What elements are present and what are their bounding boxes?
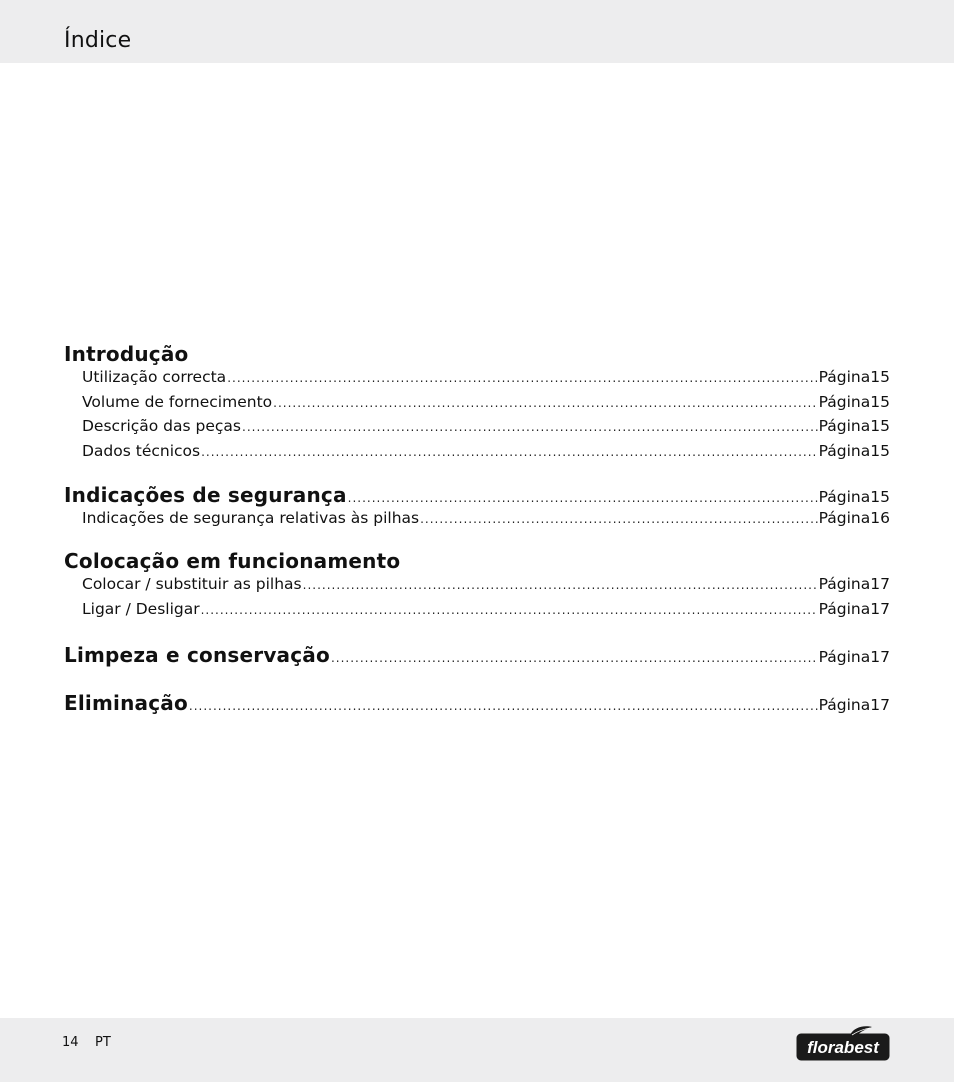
toc-section-heading[interactable]: [64, 643, 890, 669]
section-title: Indicações de segurança: [64, 482, 347, 507]
table-of-contents: [64, 342, 890, 717]
dot-leader: [201, 445, 818, 459]
page-number: 15: [870, 392, 890, 411]
toc-section-limpeza: [64, 643, 890, 669]
page-label: Página: [818, 392, 871, 411]
header-band: [0, 0, 954, 63]
toc-section-seguranca: [64, 483, 890, 534]
entry-label: Volume de fornecimento: [82, 392, 273, 411]
page-number: 15: [870, 442, 890, 461]
page-label: Página: [818, 647, 871, 666]
page-label: Página: [818, 508, 871, 527]
page-title: Índice: [64, 28, 132, 53]
footer-language: PT: [95, 1035, 111, 1050]
section-title: Limpeza e conservação: [64, 642, 330, 667]
logo-text: florabest: [807, 1038, 879, 1057]
page-number: 17: [870, 600, 890, 619]
brand-logo-svg: [796, 1024, 890, 1062]
toc-section-heading[interactable]: [64, 549, 890, 575]
page-number: 16: [870, 508, 890, 527]
toc-entry[interactable]: [64, 368, 890, 393]
page-number: 15: [870, 487, 890, 506]
toc-section-heading[interactable]: [64, 691, 890, 717]
toc-section-heading[interactable]: [64, 342, 890, 368]
page-label: Página: [818, 600, 871, 619]
section-title: Colocação em funcionamento: [64, 549, 401, 574]
page-label: Página: [818, 575, 871, 594]
toc-entries: [64, 509, 890, 534]
dot-leader: [303, 578, 818, 592]
entry-label: Ligar / Desligar: [82, 600, 200, 619]
toc-entry[interactable]: [64, 575, 890, 600]
page-label: Página: [818, 368, 871, 386]
toc-section-heading[interactable]: [64, 483, 890, 509]
page-number: 15: [870, 417, 890, 436]
dot-leader: [273, 396, 818, 410]
page-label: Página: [818, 417, 871, 436]
dot-leader: [348, 491, 818, 505]
brand-logo: [796, 1024, 890, 1062]
toc-entry[interactable]: [64, 509, 890, 534]
toc-entry[interactable]: [64, 393, 890, 418]
page-label: Página: [818, 695, 871, 714]
page-label: Página: [818, 487, 871, 506]
page-number: 15: [870, 368, 890, 386]
entry-label: Utilização correcta: [82, 368, 227, 386]
entry-label: Colocar / substituir as pilhas: [82, 575, 302, 594]
toc-section-eliminacao: [64, 691, 890, 717]
section-title: Introdução: [64, 342, 189, 366]
dot-leader: [227, 371, 817, 385]
dot-leader: [420, 512, 818, 526]
dot-leader: [242, 420, 818, 434]
dot-leader: [189, 699, 818, 713]
entry-label: Dados técnicos: [82, 442, 201, 461]
toc-entry[interactable]: [64, 600, 890, 625]
toc-entry[interactable]: [64, 417, 890, 442]
toc-entries: [64, 575, 890, 624]
entry-label: Indicações de segurança relativas às pilhas: [82, 508, 420, 527]
toc-entries: [64, 368, 890, 467]
footer-page-number: 14: [62, 1035, 79, 1050]
dot-leader: [331, 651, 818, 665]
page-number: 17: [870, 695, 890, 714]
toc-section-funcionamento: [64, 549, 890, 624]
toc-section-introducao: [64, 342, 890, 467]
page-label: Página: [818, 442, 871, 461]
page-number: 17: [870, 647, 890, 666]
section-title: Eliminação: [64, 690, 188, 715]
entry-label: Descrição das peças: [82, 417, 241, 436]
toc-entry[interactable]: [64, 442, 890, 467]
dot-leader: [201, 603, 818, 617]
page-number: 17: [870, 575, 890, 594]
